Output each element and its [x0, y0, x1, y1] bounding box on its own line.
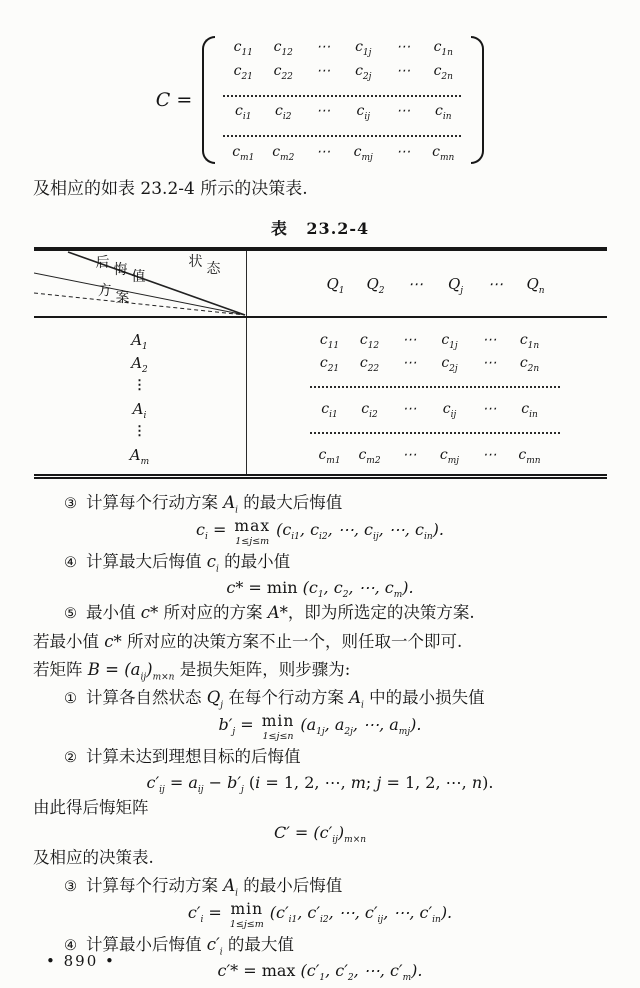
table-body — [34, 318, 607, 474]
table-caption — [0, 216, 640, 239]
formula-with-limit — [0, 519, 640, 546]
steps-section — [0, 491, 640, 984]
matrix-cell: ⋯ — [316, 103, 331, 120]
step-number: ③ — [64, 879, 77, 895]
matrix-cell: $c_{1n}$ — [433, 39, 453, 58]
formula: $c'* = \max (c'_1$, $c'_2$, ⋯, $c'_m$). — [217, 961, 423, 984]
formula-with-limit — [0, 902, 640, 929]
step-line — [0, 874, 640, 899]
matrix-row — [223, 144, 463, 161]
state-header-cell: ⋯ — [408, 274, 423, 293]
matrix-cell: ⋯ — [396, 62, 411, 79]
matrix-cell: $c_{i2}$ — [275, 103, 292, 123]
paragraph: 若矩阵 $B = (a_{ij})_{m\times n}$ 是损失矩阵，则步骤为: — [33, 660, 351, 683]
corner-label-char: 方 — [97, 283, 112, 299]
formula-arguments: ($c_{i1}$, $c_{i2}$, ⋯, $c_{ij}$, ⋯, $c_{in}$). — [276, 520, 444, 543]
operator-condition: 1≤j≤m — [229, 918, 264, 930]
matrix-cell: ⋯ — [316, 143, 331, 160]
table-cell: $c_{2j}$ — [441, 354, 458, 374]
matrix-cell: ⋯ — [316, 62, 331, 79]
step-number: ② — [64, 750, 77, 766]
matrix-row — [223, 103, 463, 123]
matrix-cell: $c_{m2}$ — [272, 143, 295, 163]
step-text: 计算最小后悔值 $c'_i$ 的最大值 — [86, 935, 294, 958]
step-line — [0, 686, 640, 711]
table-cell: $c_{11}$ — [319, 331, 340, 351]
step-number: ① — [64, 691, 77, 707]
step-number: ③ — [64, 496, 77, 512]
matrix-cell: ⋯ — [396, 143, 411, 160]
step-line — [0, 745, 640, 770]
state-header-cell: $Q_n$ — [526, 274, 545, 296]
matrix-grid — [215, 36, 471, 164]
matrix-cell: $c_{m1}$ — [232, 143, 255, 163]
matrix-cell: ⋯ — [316, 39, 331, 55]
matrix-lhs: C = — [155, 89, 193, 111]
matrix-row — [223, 63, 463, 80]
row-label: ⋮ — [133, 378, 146, 393]
table-corner-cell — [34, 251, 246, 316]
operator-condition: 1≤j≤n — [262, 730, 294, 742]
step-text: 计算未达到理想目标的后悔值 — [86, 747, 301, 766]
decision-table — [34, 247, 607, 479]
row-label: ⋮ — [133, 424, 146, 439]
state-header-cell: $Q_2$ — [366, 274, 385, 296]
operator-stack — [234, 519, 270, 546]
table-row — [34, 397, 607, 420]
operator-stack — [230, 902, 264, 929]
table-cell: $c_{21}$ — [319, 354, 340, 374]
operator: min — [230, 900, 264, 918]
table-header-row — [34, 251, 607, 318]
table-row — [34, 351, 607, 374]
matrix-cell: $c_{11}$ — [233, 39, 253, 58]
left-parenthesis — [202, 36, 215, 164]
formula-arguments: ($a_{1j}$, $a_{2j}$, ⋯, $a_{mj}$). — [300, 715, 422, 738]
row-label: $A_i$ — [132, 399, 147, 421]
formula: $C' = (c'_{ij})_{m\times n}$ — [273, 823, 367, 846]
table-ellipsis-row — [310, 430, 560, 434]
row-label: $A_2$ — [131, 353, 148, 375]
table-ellipsis-row — [310, 384, 560, 388]
formula-lhs: $b'_j$ = — [218, 715, 254, 738]
corner-label-char: 案 — [115, 290, 130, 306]
paragraph: 若最小值 c* 所对应的决策方案不止一个，则任取一个即可. — [33, 632, 463, 651]
page-number: • 890 • — [46, 952, 116, 970]
step-line — [0, 550, 640, 575]
table-cell: ⋯ — [482, 331, 497, 348]
row-values — [246, 400, 550, 420]
table-cell: ⋯ — [402, 354, 417, 371]
table-cell: $c_{i1}$ — [321, 400, 338, 420]
table-cell: $c_{m1}$ — [318, 446, 341, 466]
table-cell: $c_{i2}$ — [361, 400, 378, 420]
step-number: ④ — [64, 555, 77, 571]
formula-lhs: $c'_i$ = — [187, 903, 222, 926]
table-cell: $c_{mn}$ — [518, 446, 541, 466]
formula: $c'_{ij} = a_{ij} - b'_j$ (i = 1, 2, ⋯, m; j = 1, 2, ⋯, n). — [146, 773, 494, 796]
matrix-cell: ⋯ — [396, 39, 411, 55]
table-cell: $c_{22}$ — [359, 354, 380, 374]
operator: min — [261, 712, 295, 730]
right-parenthesis — [471, 36, 484, 164]
row-values — [246, 446, 550, 466]
step-line — [0, 491, 640, 516]
corner-label-char: 值 — [131, 269, 146, 285]
row-values — [246, 331, 550, 351]
step-line — [0, 601, 640, 626]
matrix-cell: $c_{mn}$ — [432, 143, 455, 163]
table-cell: ⋯ — [482, 400, 497, 417]
corner-label-state — [188, 254, 225, 277]
operator: max — [234, 517, 271, 535]
matrix-cell: $c_{2n}$ — [433, 62, 453, 82]
row-label: $A_1$ — [131, 330, 148, 352]
matrix-ellipsis-row — [223, 87, 461, 97]
formula: $c* = \min (c_1$, $c_2$, ⋯, $c_m$). — [226, 578, 414, 601]
paragraph: 及相应的决策表. — [33, 848, 154, 867]
table-cell: $c_{2n}$ — [519, 354, 540, 374]
row-values — [246, 354, 550, 374]
matrix-cell: ⋯ — [396, 103, 411, 120]
corner-label-char: 后 — [95, 255, 110, 271]
intro-paragraph: 及相应的如表 23.2-4 所示的决策表. — [33, 179, 308, 199]
corner-label-plan — [97, 283, 134, 306]
matrix-cell: $c_{ij}$ — [356, 103, 370, 123]
matrix-cell: $c_{22}$ — [273, 62, 293, 82]
matrix-row — [223, 39, 463, 56]
table-cell: $c_{1j}$ — [441, 331, 458, 351]
table-cell: ⋯ — [482, 446, 497, 463]
paragraph: 由此得后悔矩阵 — [33, 798, 149, 817]
formula-lhs: $c_i$ = — [196, 520, 227, 543]
formula-with-limit — [0, 714, 640, 741]
table-row — [34, 443, 607, 466]
table-cell: $c_{mj}$ — [439, 446, 460, 466]
matrix-c-display — [0, 0, 640, 164]
table-cell: ⋯ — [402, 446, 417, 463]
operator-condition: 1≤j≤m — [235, 535, 270, 547]
table-cell: ⋯ — [402, 331, 417, 348]
matrix-cell: $c_{12}$ — [273, 39, 293, 58]
step-text: 计算各自然状态 $Q_j$ 在每个行动方案 $A_i$ 中的最小损失值 — [86, 688, 485, 711]
matrix-cell: $c_{21}$ — [233, 62, 253, 82]
matrix-cell: $c_{2j}$ — [355, 62, 372, 82]
step-text: 计算每个行动方案 $A_i$ 的最小后悔值 — [86, 876, 343, 899]
state-column-headers — [246, 251, 607, 316]
table-cell: $c_{1n}$ — [519, 331, 540, 351]
corner-label-char: 态 — [206, 261, 221, 277]
matrix-ellipsis-row — [223, 127, 461, 137]
table-row — [34, 420, 607, 443]
table-caption-number: 23.2-4 — [306, 219, 370, 238]
table-row — [34, 374, 607, 397]
step-text: 计算最大后悔值 $c_i$ 的最小值 — [86, 552, 291, 575]
table-cell: ⋯ — [482, 354, 497, 371]
table-caption-label: 表 — [270, 219, 287, 238]
table-cell: $c_{ij}$ — [442, 400, 457, 420]
state-header-cell: ⋯ — [488, 274, 503, 293]
formula-arguments: ($c'_{i1}$, $c'_{i2}$, ⋯, $c'_{ij}$, ⋯, $c'_{in}$). — [269, 903, 453, 926]
table-cell: ⋯ — [402, 400, 417, 417]
step-text: 最小值 c* 所对应的方案 A*，即为所选定的决策方案. — [86, 603, 475, 622]
step-number: ⑤ — [64, 606, 77, 622]
matrix-cell: $c_{mj}$ — [353, 143, 373, 163]
step-number: ④ — [64, 938, 77, 954]
table-cell: $c_{in}$ — [521, 400, 538, 420]
corner-label-char: 状 — [188, 254, 203, 270]
corner-label-char: 悔 — [113, 262, 128, 278]
state-header-cell: $Q_j$ — [447, 274, 464, 296]
table-row — [34, 328, 607, 351]
table-cell: $c_{12}$ — [359, 331, 380, 351]
table-cell: $c_{m2}$ — [358, 446, 381, 466]
state-header-cell: $Q_1$ — [326, 274, 345, 296]
matrix-cell: $c_{in}$ — [434, 103, 452, 123]
matrix-cell: $c_{1j}$ — [355, 39, 372, 58]
operator-stack — [262, 714, 295, 741]
matrix-cell: $c_{i1}$ — [235, 103, 252, 123]
row-label: $A_m$ — [129, 445, 150, 467]
step-text: 计算每个行动方案 $A_i$ 的最大后悔值 — [86, 493, 343, 516]
corner-label-regret-value — [95, 255, 150, 285]
